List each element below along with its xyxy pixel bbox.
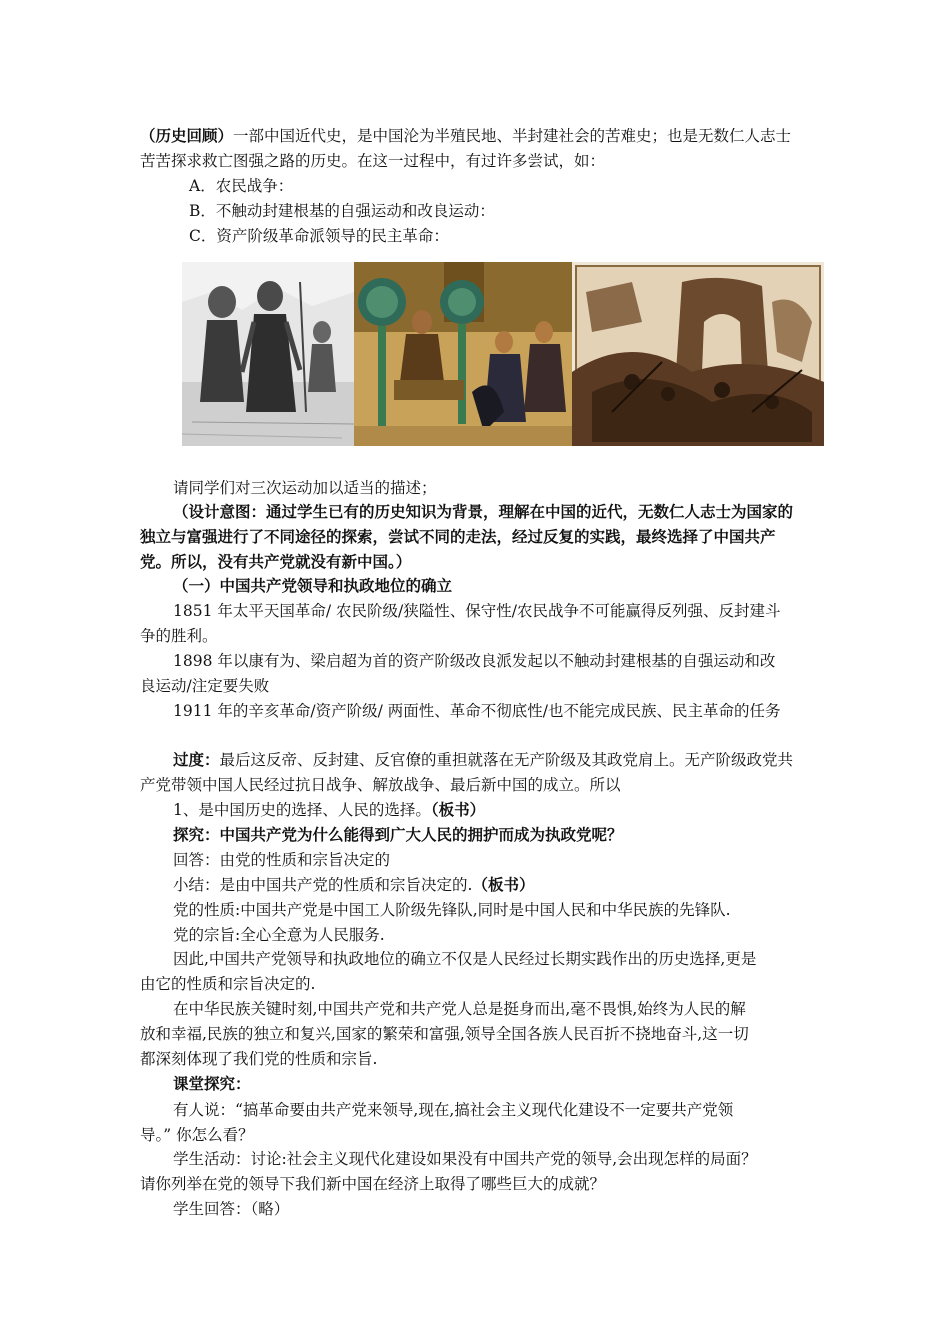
design-intent-line-1: （设计意图：通过学生已有的历史知识为背景，理解在中国的近代，无数仁人志士为国家的 — [173, 502, 794, 521]
summary-text: 小结：是由中国共产党的性质和宗旨决定的. — [173, 876, 473, 894]
section-title: （一）中国共产党领导和执政地位的确立 — [173, 576, 453, 595]
design-intent-line-3: 党。所以，没有共产党就没有新中国。） — [140, 552, 412, 571]
design-intent-line-2: 独立与富强进行了不同途径的探索，尝试不同的走法，经过反复的实践，最终选择了中国共产 — [140, 527, 776, 546]
board-tag: （板书） — [430, 800, 486, 819]
history-line-4: 良运动/注定要失败 — [140, 677, 270, 695]
quote-line-1: 有人说：“搞革命要由共产党来领导,现在,搞社会主义现代化建设不一定要共产党领 — [173, 1101, 734, 1119]
answer-text: 回答：由党的性质和宗旨决定的 — [173, 851, 391, 869]
history-line-3: 1898 年以康有为、梁启超为首的资产阶级改良派发起以不触动封建根基的自强运动和改 — [173, 652, 776, 670]
student-answer: 学生回答：（略） — [173, 1200, 290, 1218]
prompt-text: 请同学们对三次运动加以适当的描述； — [173, 479, 437, 497]
critical-line-1: 在中华民族关键时刻,中国共产党和共产党人总是挺身而出,毫不畏惧,始终为人民的解 — [173, 1000, 746, 1018]
taiping-engraving-image — [182, 262, 354, 446]
quote-line-2: 导。” 你怎么看？ — [140, 1126, 254, 1144]
inquiry — [173, 823, 873, 847]
intro-text: 一部中国近代史，是中国沦为半殖民地、半封建社会的苦难史；也是无数仁人志士 — [233, 127, 792, 145]
intro-line-1 — [140, 124, 840, 148]
history-line-1: 1851 年太平天国革命/ 农民阶级/狭隘性、保守性/农民战争不可能赢得反列强、反封建斗 — [173, 602, 781, 620]
history-line-5: 1911 年的辛亥革命/资产阶级/ 两面性、革命不彻底性/也不能完成民族、民主革命的任务 — [173, 702, 781, 720]
transition-line-2: 产党带领中国人民经过抗日战争、解放战争、最后新中国的成立。所以 — [140, 776, 621, 794]
activity-line-1: 学生活动：讨论:社会主义现代化建设如果没有中国共产党的领导,会出现怎样的局面？ — [173, 1150, 757, 1168]
court-reform-painting-image — [354, 262, 572, 446]
intro-line-2: 苦苦探求救亡图强之路的历史。在这一过程中，有过许多尝试，如： — [140, 152, 606, 170]
transition-label: 过度： — [173, 750, 220, 769]
attempt-b: B．不触动封建根基的自强运动和改良运动： — [189, 202, 495, 220]
critical-line-2: 放和幸福,民族的独立和复兴,国家的繁荣和富强,领导全国各族人民百折不挠地奋斗,这一切 — [140, 1025, 749, 1043]
inquiry-question: 中国共产党为什么能得到广大人民的拥护而成为执政党呢？ — [219, 825, 623, 844]
point-1 — [173, 798, 873, 822]
conclusion-line-2: 由它的性质和宗旨决定的. — [140, 975, 316, 993]
conclusion-line-1: 因此,中国共产党领导和执政地位的确立不仅是人民经过长期实践作出的历史选择,更是 — [173, 950, 757, 968]
party-nature: 党的性质:中国共产党是中国工人阶级先锋队,同时是中国人民和中华民族的先锋队. — [173, 901, 731, 919]
attempt-c: C．资产阶级革命派领导的民主革命： — [189, 227, 449, 245]
intro-label: （历史回顾） — [140, 126, 234, 145]
transition-line-1 — [173, 748, 873, 772]
history-images — [182, 262, 824, 446]
inquiry-label: 探究： — [173, 825, 220, 844]
transition-text: 最后这反帝、反封建、反官僚的重担就落在无产阶级及其政党肩上。无产阶级政党共 — [219, 751, 794, 769]
class-inquiry-title: 课堂探究： — [173, 1074, 251, 1093]
history-line-2: 争的胜利。 — [140, 627, 218, 645]
revolution-battle-image — [572, 262, 824, 446]
party-purpose: 党的宗旨:全心全意为人民服务. — [173, 926, 385, 944]
critical-line-3: 都深刻体现了我们党的性质和宗旨. — [140, 1050, 378, 1068]
point-1-text: 1、是中国历史的选择、人民的选择。 — [173, 801, 431, 819]
attempt-a: A．农民战争： — [189, 177, 294, 195]
activity-line-2: 请你列举在党的领导下我们新中国在经济上取得了哪些巨大的成就？ — [140, 1175, 606, 1193]
summary — [173, 873, 873, 897]
summary-board-tag: （板书） — [472, 875, 535, 894]
